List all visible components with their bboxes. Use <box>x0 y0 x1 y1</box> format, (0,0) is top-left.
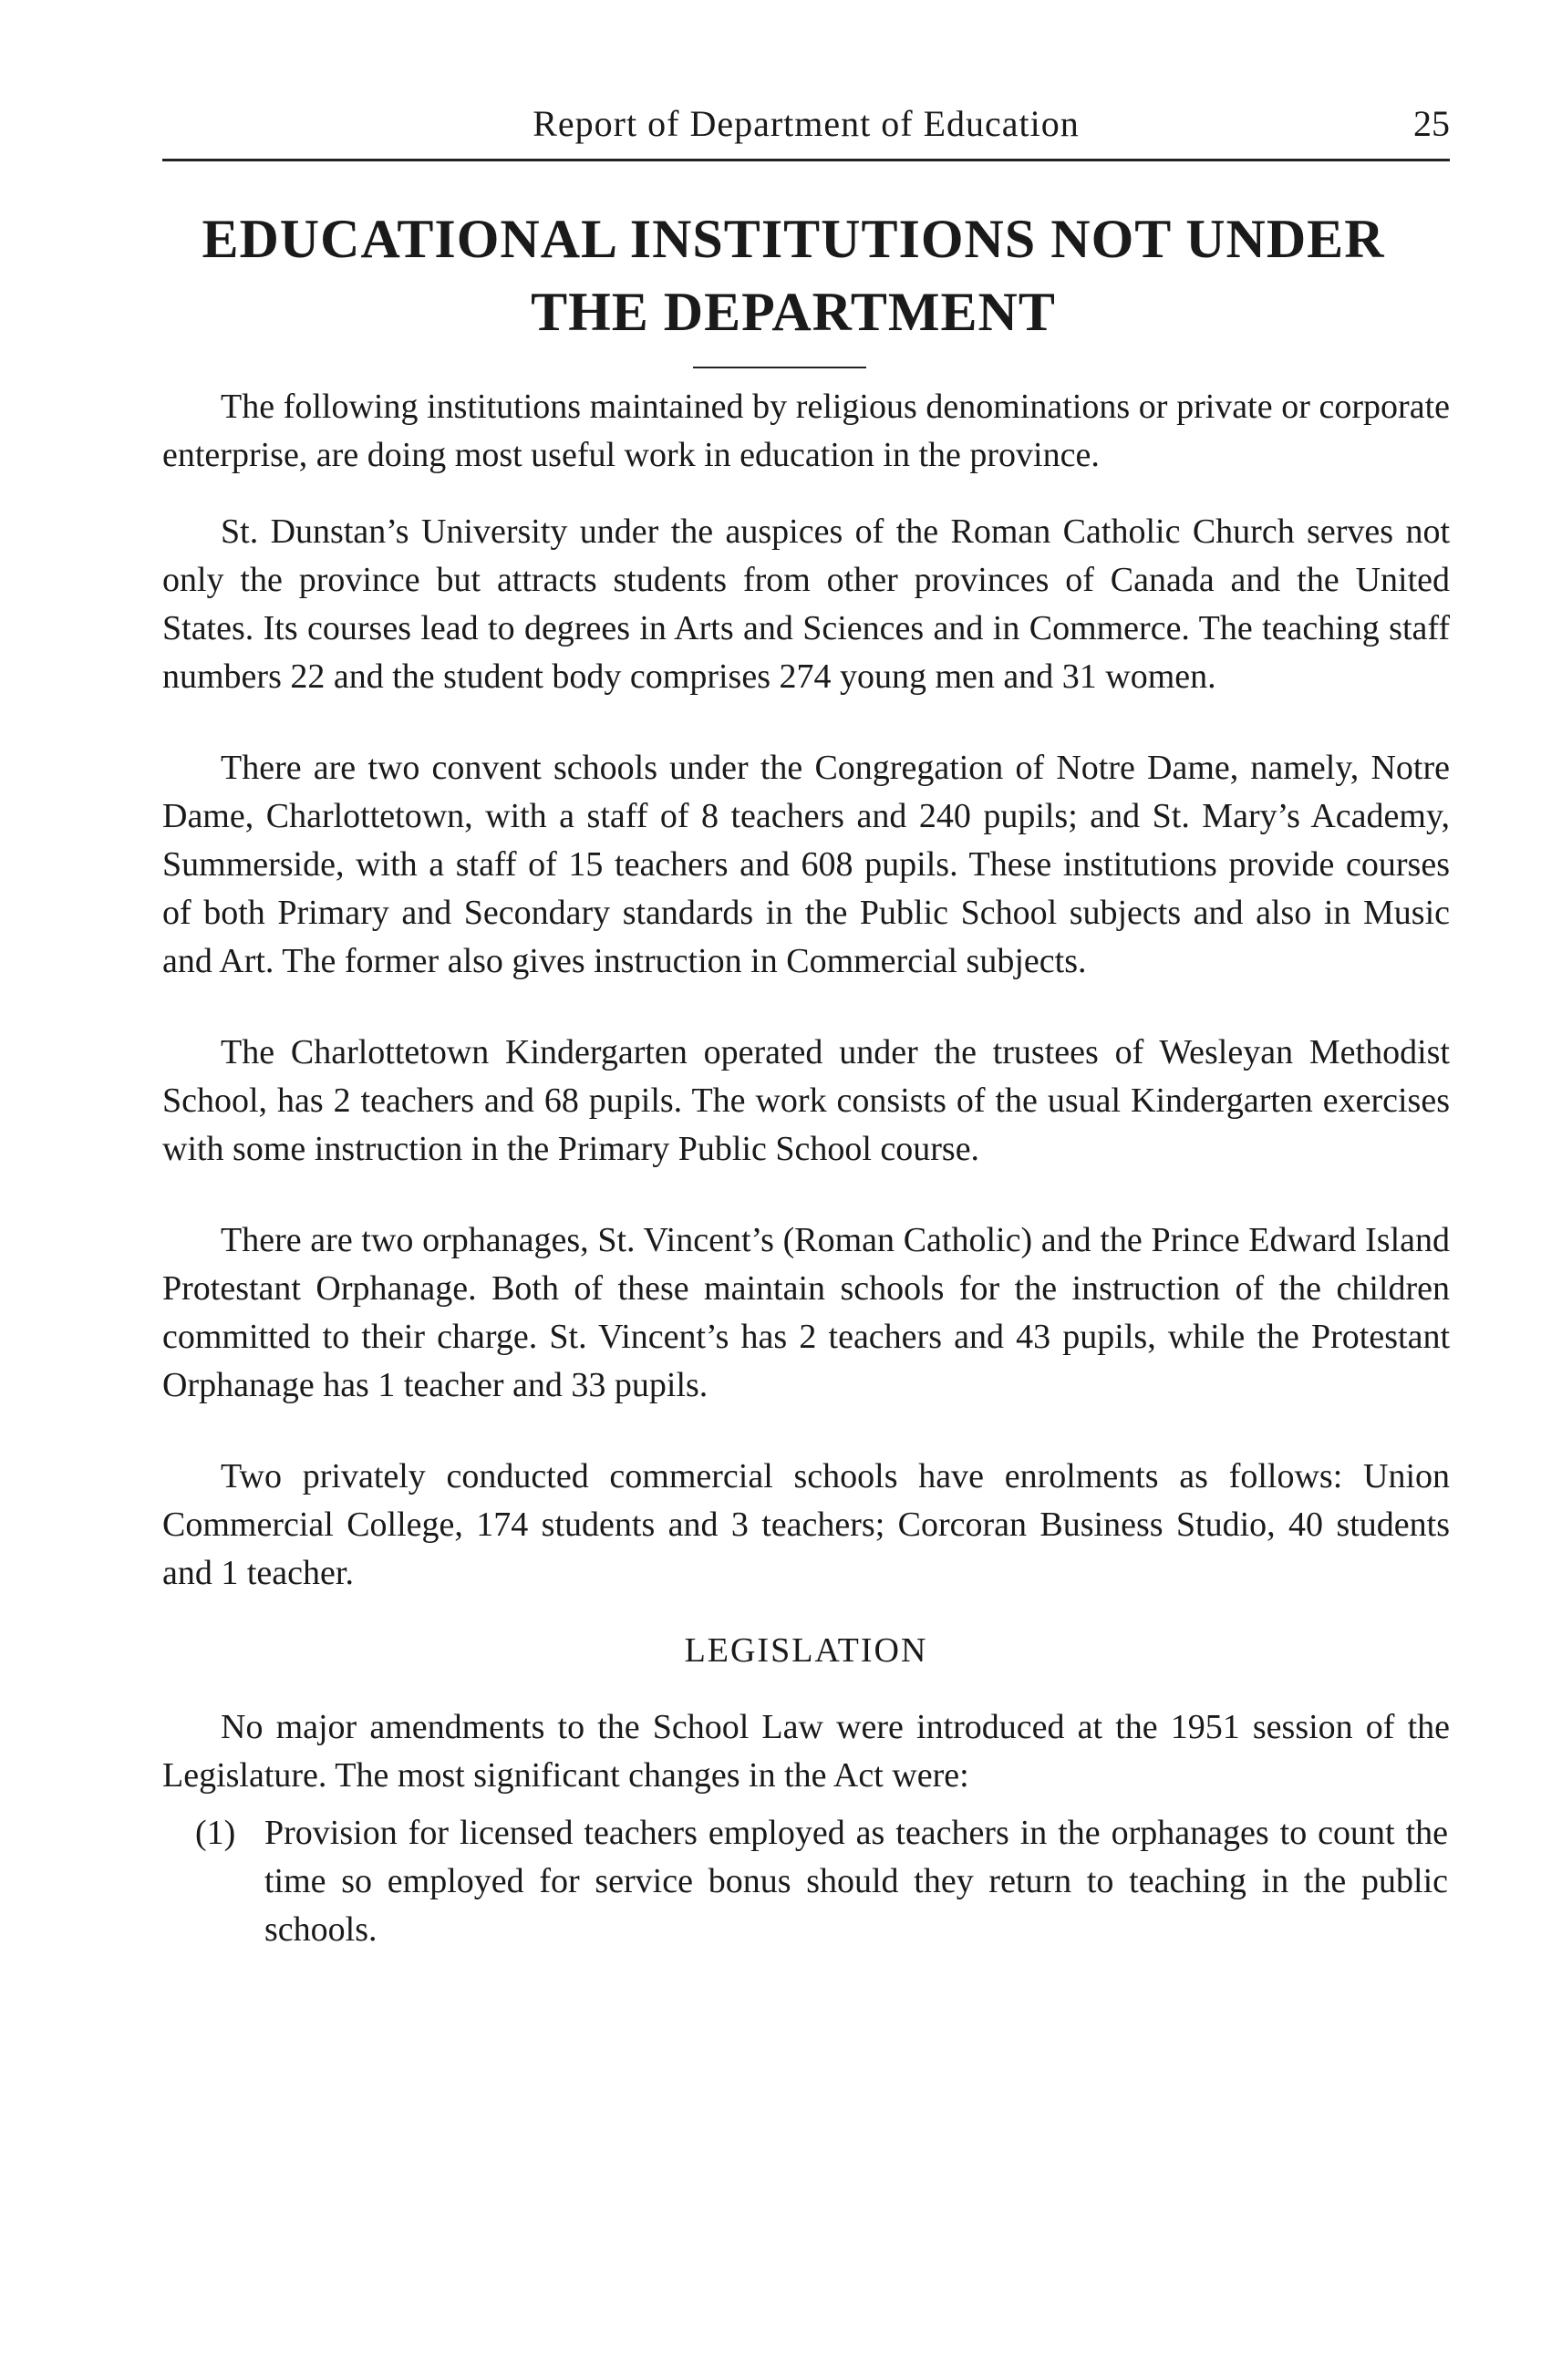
paragraph-st-dunstans: St. Dunstan’s University under the auspices of the Roman Catholic Church serves not only the province but attracts students from other provinces of Canada and the United States. Its courses lead to degrees in Arts and Sciences and in Commerce. The teaching staff numbers 22 and the student body comprises 274 young men and 31 women. <box>162 512 1450 696</box>
paragraph-kindergarten: The Charlottetown Kindergarten operated under the trustees of Wesleyan Methodist School, has 2 teachers and 68 pupils. The work consists of the usual Kindergarten exercises with some instruction in the Primary Public School course. <box>162 1033 1450 1168</box>
paragraph-commercial-schools: Two privately conducted commercial schools have enrolments as follows: Union Commercial College, 174 students and 3 teachers; Corcoran Business Studio, 40 students and 1 teacher. <box>162 1457 1450 1592</box>
body-text <box>162 383 1450 1954</box>
legislation-list <box>162 1809 1450 1954</box>
section-title-line-1: EDUCATIONAL INSTITUTIONS NOT UNDER <box>202 209 1385 269</box>
running-head <box>162 102 1450 161</box>
title-divider <box>693 367 866 368</box>
running-head-title: Report of Department of Education <box>533 103 1080 144</box>
section-title <box>137 202 1450 348</box>
list-item-text: Provision for licensed teachers employed as teachers in the orphanages to count the time so employed for service bonus should they return to teaching in the public schools. <box>264 1814 1448 1949</box>
paragraph-convent-schools: There are two convent schools under the Congregation of Notre Dame, namely, Notre Dame, Charlottetown, with a staff of 8 teachers and 240 pupils; and St. Mary’s Academy, Summerside, with a staff of 15 teachers and 608 pupils. These institutions provide courses of both Primary and Secondary standards in the Public School subjects and also in Music and Art. The former also gives instruction in Commercial subjects. <box>162 749 1450 980</box>
list-item <box>162 1809 1450 1954</box>
paragraph-orphanages: There are two orphanages, St. Vincent’s (Roman Catholic) and the Prince Edward Island Protestant Orphanage. Both of these maintain schools for the instruction of the children committed to their charge. St. Vincent’s has 2 teachers and 43 pupils, while the Protestant Orphanage has 1 teacher and 33 pupils. <box>162 1221 1450 1404</box>
legislation-heading: LEGISLATION <box>684 1631 928 1670</box>
paragraph-intro: The following institutions maintained by religious denominations or private or corporate enterprise, are doing most useful work in education in the province. <box>162 388 1450 474</box>
list-item-number: (1) <box>195 1814 236 1852</box>
page-number: 25 <box>1413 103 1450 144</box>
section-title-line-2: THE DEPARTMENT <box>531 282 1056 342</box>
legislation-intro: No major amendments to the School Law were introduced at the 1951 session of the Legislature. The most significant changes in the Act were: <box>162 1708 1450 1795</box>
